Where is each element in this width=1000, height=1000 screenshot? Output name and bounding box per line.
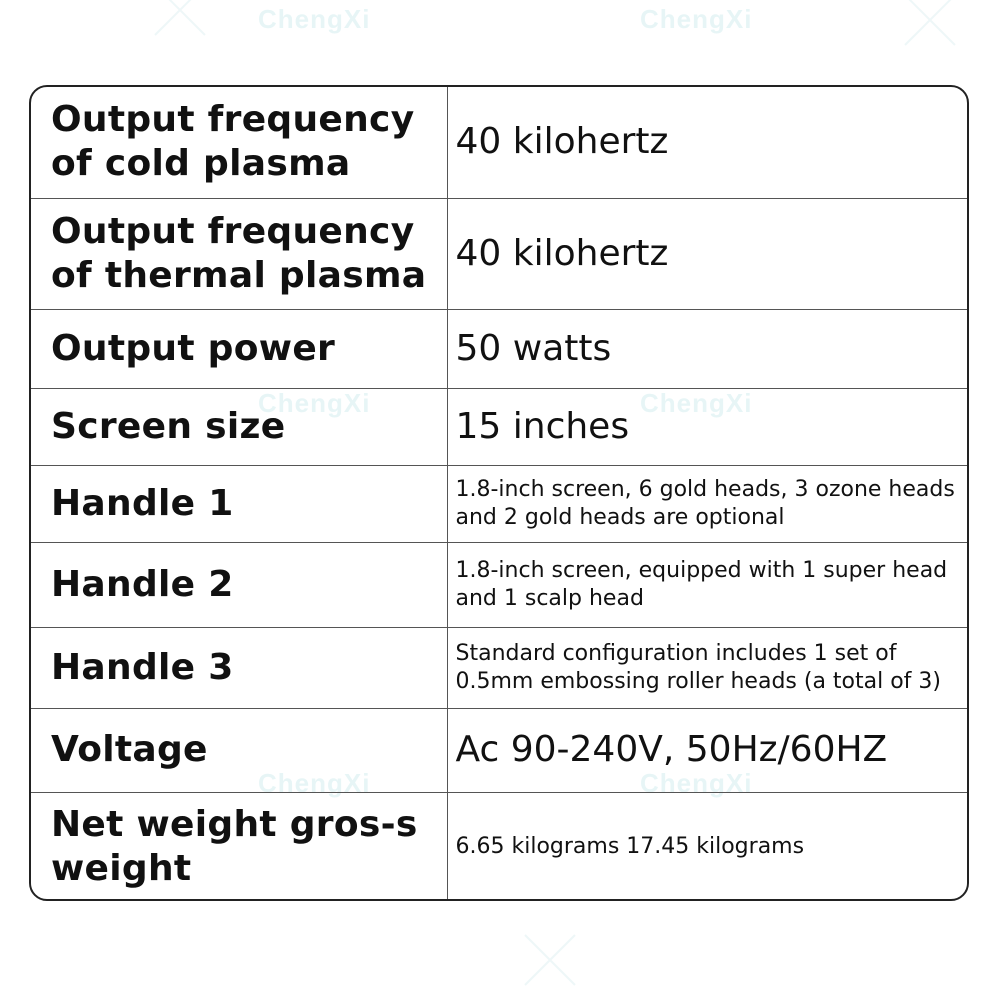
spec-label: Output power: [31, 309, 447, 388]
watermark-text: ChengXi: [640, 388, 753, 418]
spec-value: Ac 90-240V, 50Hz/60HZ: [447, 708, 967, 792]
spec-value: Standard configuration includes 1 set of 0.5mm embossing roller heads (a total of 3): [447, 627, 967, 708]
spec-label: Output frequency of cold plasma: [31, 87, 447, 198]
spec-label: Handle 2: [31, 542, 447, 627]
table-row: [31, 309, 967, 388]
table-row: [31, 542, 967, 627]
spec-value: 1.8-inch screen, equipped with 1 super head and 1 scalp head: [447, 542, 967, 627]
watermark-cross-icon: [900, 0, 960, 50]
table-row: [31, 708, 967, 792]
watermark-text: ChengXi: [258, 388, 371, 418]
spec-label: Handle 3: [31, 627, 447, 708]
spec-label: Voltage: [31, 708, 447, 792]
table-row: [31, 465, 967, 542]
spec-value: 6.65 kilograms 17.45 kilograms: [455, 833, 805, 859]
table-row: [31, 627, 967, 708]
watermark-text: ChengXi: [640, 4, 753, 34]
spec-value: 40 kilohertz: [447, 87, 967, 198]
spec-table-grid: [31, 87, 967, 901]
watermark-cross-icon: [150, 0, 210, 40]
spec-label: Handle 1: [31, 465, 447, 542]
table-row: [31, 198, 967, 309]
watermark-text: ChengXi: [258, 768, 371, 798]
spec-value: 15 inches: [447, 388, 967, 465]
spec-table: [29, 85, 969, 901]
watermark-cross-icon: [520, 930, 580, 990]
table-row: [31, 388, 967, 465]
watermark-text: ChengXi: [258, 4, 371, 34]
spec-value: 1.8-inch screen, 6 gold heads, 3 ozone heads and 2 gold heads are optional: [447, 465, 967, 542]
spec-label: Screen size: [31, 388, 447, 465]
spec-label: Net weight gros-s weight: [31, 792, 447, 901]
spec-label: Output frequency of thermal plasma: [31, 198, 447, 309]
spec-value: 50 watts: [447, 309, 967, 388]
table-row: [31, 87, 967, 198]
watermark-text: ChengXi: [640, 768, 753, 798]
spec-value: 40 kilohertz: [447, 198, 967, 309]
table-row: [31, 792, 967, 901]
